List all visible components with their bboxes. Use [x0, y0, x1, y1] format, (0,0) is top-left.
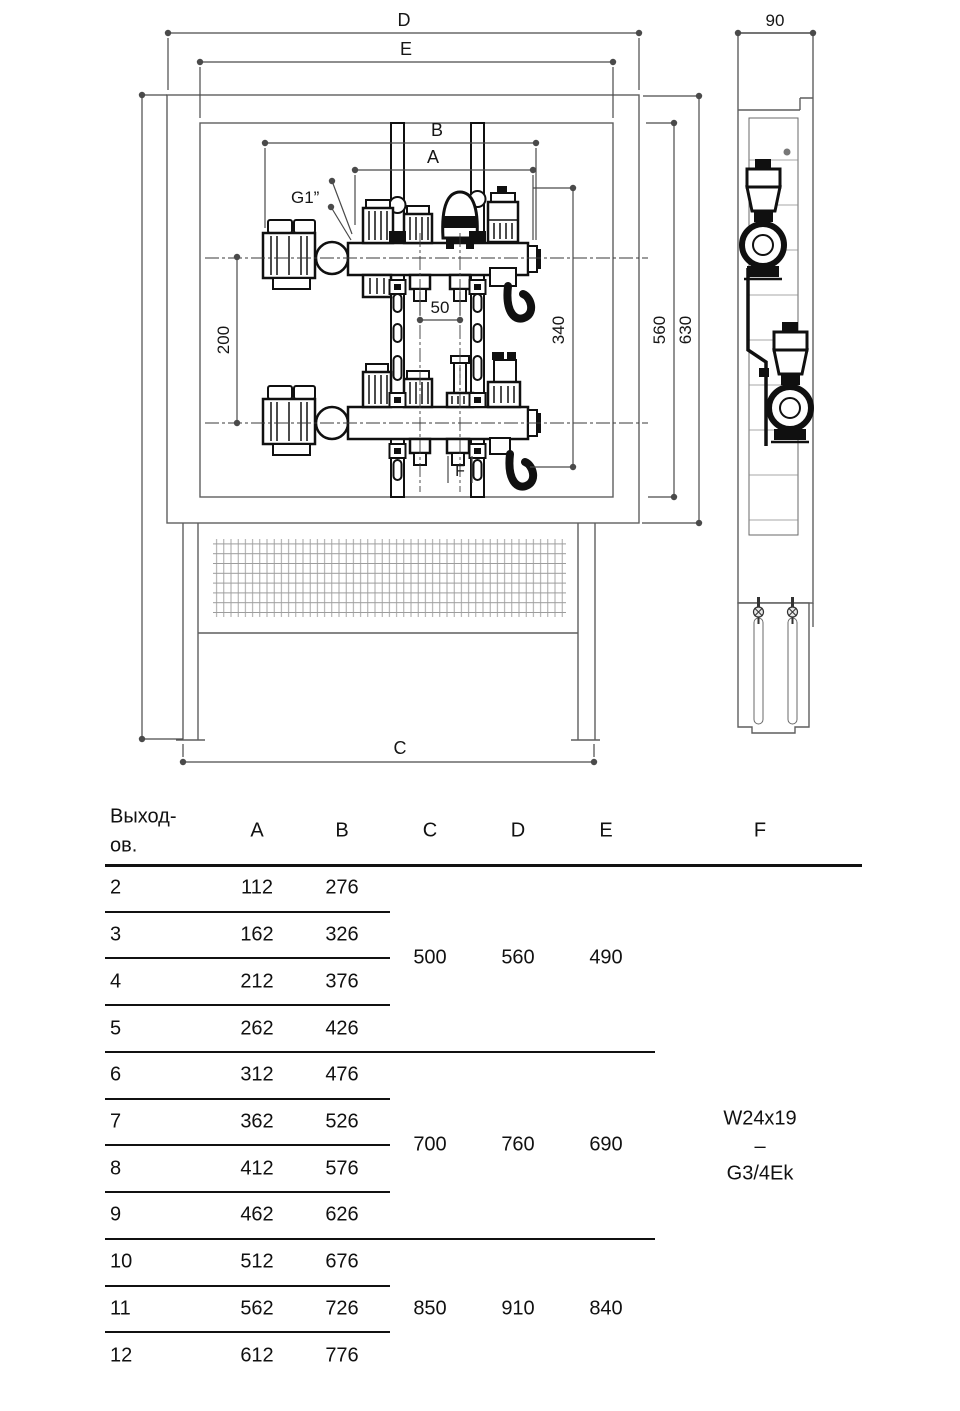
table-header-col-D: D [510, 819, 526, 842]
dim-label-560: 560 [650, 315, 669, 345]
table-row-outputs: 8 [110, 1157, 122, 1180]
table-cell-b: 576 [325, 1157, 359, 1180]
dim-label-g1: G1” [291, 188, 320, 207]
dim-label-340: 340 [549, 315, 568, 345]
table-cell-e: 840 [589, 1297, 623, 1320]
table-cell-a: 512 [240, 1250, 274, 1273]
table-cell-d: 760 [501, 1133, 535, 1156]
table-header-rule [105, 864, 862, 867]
table-group-rule [105, 1238, 655, 1241]
table-row-rule [105, 1331, 390, 1333]
table-cell-b: 476 [325, 1063, 359, 1086]
table-cell-a: 412 [240, 1157, 274, 1180]
table-header-col-F: F [753, 819, 767, 842]
table-cell-d: 910 [501, 1297, 535, 1320]
table-row-rule [105, 1004, 390, 1006]
table-cell-c: 700 [413, 1133, 447, 1156]
table-cell-b: 776 [325, 1344, 359, 1367]
dim-label-50: 50 [430, 298, 450, 317]
table-row-outputs: 3 [110, 923, 122, 946]
dim-label-c: C [393, 738, 407, 758]
table-cell-a: 562 [240, 1297, 274, 1320]
table-header-col-C: C [422, 819, 438, 842]
table-header-col-E: E [599, 819, 613, 842]
table-row-outputs: 12 [110, 1344, 133, 1367]
table-cell-b: 726 [325, 1297, 359, 1320]
dim-label-90: 90 [765, 11, 785, 30]
table-cell-f: W24x19 [723, 1107, 797, 1130]
dim-label-630: 630 [676, 315, 695, 345]
table-header-col-B: B [335, 819, 349, 842]
table-cell-b: 526 [325, 1110, 359, 1133]
table-cell-a: 262 [240, 1017, 274, 1040]
table-row-rule [105, 1191, 390, 1193]
table-cell-d: 560 [501, 946, 535, 969]
dim-label-b: B [430, 120, 444, 140]
table-cell-b: 626 [325, 1203, 359, 1226]
table-row-outputs: 9 [110, 1203, 122, 1226]
table-cell-e: 490 [589, 946, 623, 969]
table-row-rule [105, 911, 390, 913]
table-cell-e: 690 [589, 1133, 623, 1156]
table-header-outputs: ов. [110, 834, 138, 857]
table-row-rule [105, 1144, 390, 1146]
table-cell-a: 162 [240, 923, 274, 946]
dim-label-f: F [455, 463, 465, 480]
table-cell-b: 326 [325, 923, 359, 946]
table-cell-a: 112 [241, 876, 273, 899]
dim-label-e: E [399, 39, 413, 59]
table-row-outputs: 4 [110, 970, 122, 993]
table-cell-a: 612 [240, 1344, 274, 1367]
table-cell-f: G3/4Ek [726, 1162, 794, 1185]
table-cell-c: 850 [413, 1297, 447, 1320]
table-cell-b: 676 [325, 1250, 359, 1273]
table-row-outputs: 2 [110, 876, 122, 899]
table-row-outputs: 10 [110, 1250, 133, 1273]
table-header-outputs: Выход- [110, 805, 177, 828]
table-cell-b: 276 [325, 876, 359, 899]
table-header-col-A: A [250, 819, 264, 842]
table-row-outputs: 7 [110, 1110, 122, 1133]
table-cell-a: 362 [240, 1110, 274, 1133]
table-cell-f: – [754, 1135, 766, 1158]
table-row-rule [105, 1098, 390, 1100]
table-cell-a: 462 [240, 1203, 274, 1226]
table-row-rule [105, 1285, 390, 1287]
dim-label-200: 200 [214, 325, 233, 355]
table-group-rule [105, 1051, 655, 1054]
table-cell-c: 500 [413, 946, 447, 969]
table-row-outputs: 5 [110, 1017, 122, 1040]
dim-label-a: A [426, 147, 440, 167]
table-cell-b: 376 [325, 970, 359, 993]
table-row-rule [105, 957, 390, 959]
table-cell-a: 212 [240, 970, 274, 993]
table-row-outputs: 6 [110, 1063, 122, 1086]
table-row-outputs: 11 [110, 1297, 131, 1320]
table-cell-b: 426 [325, 1017, 359, 1040]
table-cell-a: 312 [240, 1063, 274, 1086]
dim-label-d: D [397, 10, 411, 30]
